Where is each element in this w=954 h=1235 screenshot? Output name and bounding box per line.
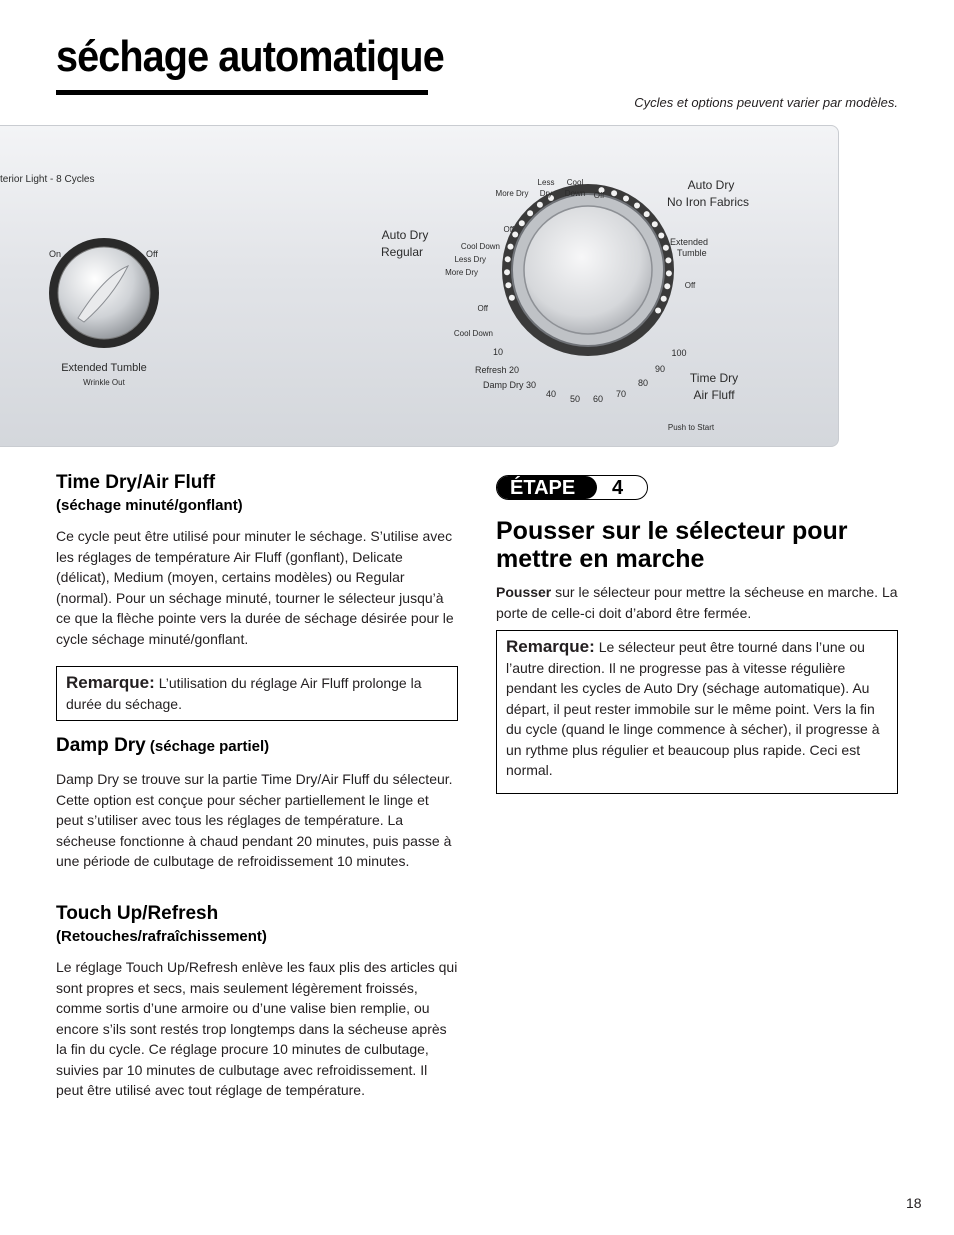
page-number: 18 — [906, 1195, 922, 1211]
time-50: 50 — [569, 394, 581, 404]
time-dry-label-line1: Time Dry — [689, 371, 739, 385]
step-label: ÉTAPE — [510, 477, 576, 499]
dial-note — [496, 630, 898, 794]
dial-note-text: Le sélecteur peut être tourné dans l’une ou l’autre direction. Il ne progresse pas à vitesse régulière pendant les cycles de Auto Dry (séchage automatique). Au départ, il peut rester immobile sur le même point. Vers la fin du cycle (quand le linge commence à sécher), il progresse à un rythme plus régulier et beaucoup plus rapide. Ceci est normal. — [506, 639, 880, 778]
push-to-start-label: Push to Start — [667, 423, 715, 432]
time-40: 40 — [545, 389, 557, 399]
dial-tick — [519, 220, 525, 226]
damp-dry-body: Damp Dry se trouve sur la partie Time Dry/Air Fluff du sélecteur. Cette option est conçue pour sécher partiellement le linge et peut s’utiliser avec tous les réglages de température. La sécheuse fonctionne à chaud pendant 20 minutes, puis passe à une période de culbutage de refroidissement 10 minutes. — [56, 771, 453, 869]
time-20-refresh: Refresh 20 — [474, 365, 519, 375]
dial-top-more-dry: More Dry — [495, 189, 529, 198]
wrinkle-out-label: Wrinkle Out — [83, 378, 125, 387]
time-dry-label-line2: Air Fluff — [693, 388, 735, 402]
time-10: 10 — [492, 347, 503, 357]
dial-tick — [665, 257, 671, 263]
air-fluff-note — [56, 666, 458, 721]
time-30-damp-dry: Damp Dry 30 — [482, 380, 536, 390]
dial-tick — [611, 190, 617, 196]
dial-left-cool-down: Cool Down — [460, 242, 500, 251]
dial-left-off: Off — [503, 225, 514, 234]
step-body: sur le sélecteur pour mettre la sécheuse en marche. La porte de celle-ci doit d’abord être fermée. — [496, 584, 898, 621]
dial-tick — [505, 282, 511, 288]
model-note: Cycles et options peuvent varier par modèles. — [634, 95, 898, 110]
dial-mid-off: Off — [477, 304, 488, 313]
extended-tumble-dial-line1: Extended — [670, 237, 709, 247]
step-heading: Pousser sur le sélecteur pour mettre en marche — [496, 517, 848, 573]
interior-light-label: terior Light - 8 Cycles — [0, 174, 95, 185]
dial-tick — [661, 296, 667, 302]
dial-tick — [508, 244, 514, 250]
push-bold: Pousser — [496, 584, 552, 600]
dial-tick — [655, 308, 661, 314]
touch-up-body: Le réglage Touch Up/Refresh enlève les faux plis des articles qui sont propres et secs, mais seulement légèrement froissés, comme sortis d’une armoire ou d’une valise bien remplie, ou encore s’ils sont restés trop longtemps dans la sécheuse après la fin du cycle. Ce réglage procure 10 minutes de culbutage, suivies par 10 minutes de culbutage avec refroidissement. Il peut être utilisé avec tout réglage de température. — [56, 959, 458, 1098]
damp-dry-heading: Damp Dry — [56, 735, 146, 756]
note-text: L’utilisation du réglage Air Fluff prolonge la durée du séchage. — [66, 675, 422, 712]
auto-dry-regular-line2: Regular — [380, 245, 424, 259]
cycle-selector-dial[interactable] — [502, 184, 674, 356]
dial-mid-cool-down: Cool Down — [453, 329, 493, 338]
auto-dry-no-iron-line1: Auto Dry — [687, 178, 735, 192]
extended-tumble-knob[interactable] — [49, 238, 159, 348]
dial-tick — [664, 283, 670, 289]
time-60: 60 — [592, 394, 604, 404]
auto-dry-no-iron-line2: No Iron Fabrics — [666, 195, 750, 209]
title-underline — [56, 90, 428, 95]
dial-tick — [644, 211, 650, 217]
dial-top-off: Off — [593, 191, 605, 200]
note-label: Remarque: — [66, 673, 155, 692]
dial-tick — [666, 270, 672, 276]
dial-note-label: Remarque: — [506, 637, 595, 656]
dial-tick — [509, 295, 515, 301]
time-dry-body: Ce cycle peut être utilisé pour minuter le séchage. S’utilise avec les réglages de température Air Fluff (gonflant), Delicate (délicat), Medium (moyen, certains modèles) ou Regular (normal). Pour un séchage minuté, tourner le sélecteur jusqu’à ce que la flèche pointe vers la durée de séchage désirée pour le cycle séchage minuté/gonflant. — [56, 528, 454, 647]
dial-top-cool: Cool — [566, 178, 584, 187]
dial-tick — [634, 203, 640, 209]
dial-tick — [505, 256, 511, 262]
time-90: 90 — [654, 364, 666, 374]
damp-dry-subheading: (séchage partiel) — [145, 738, 270, 755]
right-column — [496, 517, 898, 623]
dial-top-down: Down — [564, 189, 586, 198]
knob-on-label: On — [49, 249, 62, 259]
dial-tick — [623, 196, 629, 202]
step-badge — [496, 475, 648, 500]
time-dry-heading: Time Dry/Air Fluff — [56, 472, 216, 493]
page-title: séchage automatique — [56, 32, 444, 81]
auto-dry-regular-line1: Auto Dry — [381, 228, 429, 242]
dial-top-dry: Dry — [539, 189, 553, 198]
dial-tick — [658, 233, 664, 239]
dial-right-off: Off — [684, 281, 696, 290]
dial-tick — [537, 202, 543, 208]
dial-left-less-dry: Less Dry — [454, 255, 486, 264]
left-column — [56, 472, 458, 649]
time-80: 80 — [637, 378, 649, 388]
dial-tick — [527, 210, 533, 216]
time-dry-subheading: (séchage minuté/gonflant) — [56, 497, 243, 514]
dial-top-less: Less — [537, 178, 555, 187]
extended-tumble-label: Extended Tumble — [61, 362, 147, 374]
touch-up-section — [56, 903, 458, 1101]
extended-tumble-dial-line2: Tumble — [677, 248, 707, 258]
damp-dry-section — [56, 735, 458, 872]
dial-tick — [652, 221, 658, 227]
dial-left-more-dry: More Dry — [445, 268, 478, 277]
control-panel-svg — [0, 126, 838, 446]
touch-up-heading: Touch Up/Refresh — [56, 903, 219, 924]
dial-tick — [663, 245, 669, 251]
time-100: 100 — [671, 348, 687, 358]
dial-tick — [504, 269, 510, 275]
step-number: 4 — [612, 477, 624, 499]
time-70: 70 — [615, 389, 627, 399]
knob-off-label: Off — [146, 249, 158, 259]
touch-up-subheading: (Retouches/rafraîchissement) — [56, 928, 267, 945]
control-panel-illustration — [0, 125, 839, 447]
